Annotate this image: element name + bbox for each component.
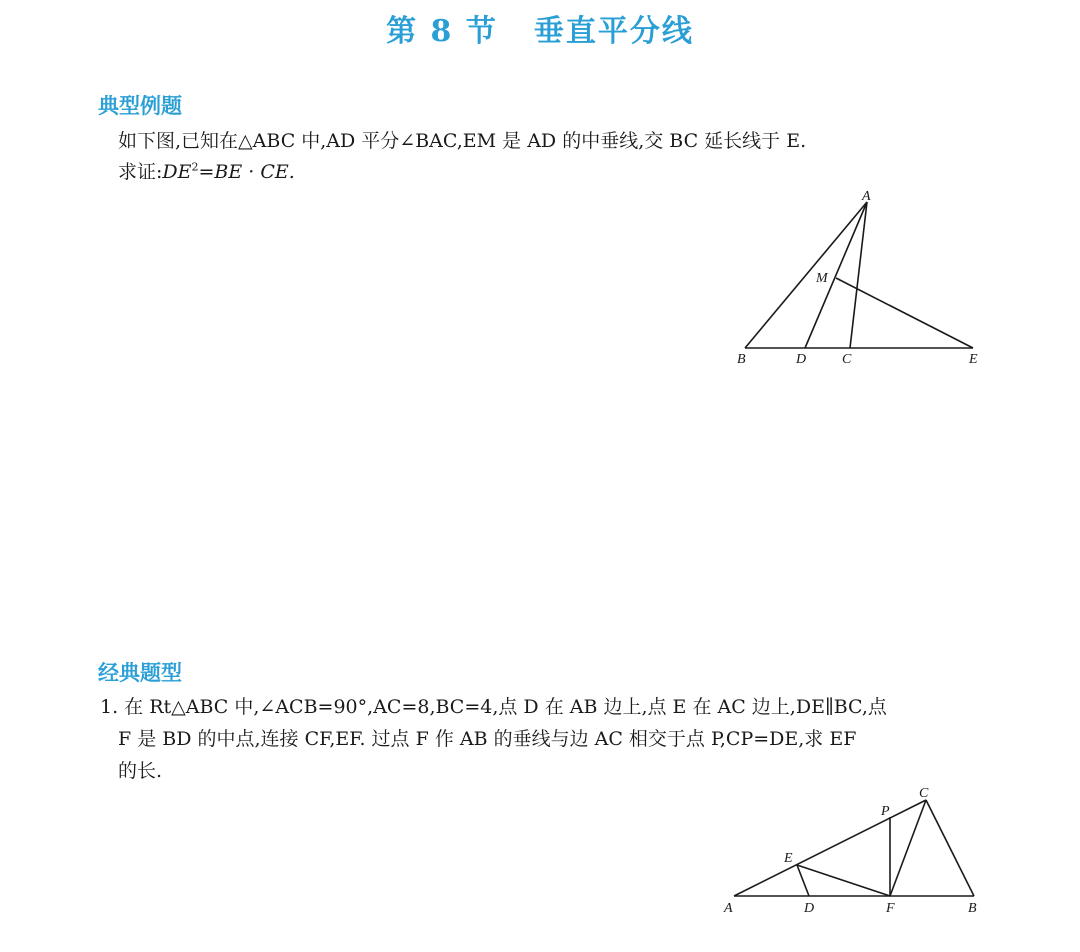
example-heading: 典型例题 [98, 94, 182, 118]
label-A: A [862, 189, 871, 204]
segment-AC [734, 800, 926, 896]
example-figure [730, 185, 990, 370]
proof-prefix: 求证: [118, 161, 163, 183]
example-problem-line-2 [118, 157, 295, 184]
classic-heading: 经典题型 [98, 661, 182, 685]
segment-AB [745, 202, 867, 348]
label-E: E [784, 851, 793, 866]
proof-rest: =BE · CE. [198, 161, 295, 183]
label-C: C [919, 786, 929, 801]
page-title [0, 6, 1080, 50]
segment-CB [926, 800, 974, 896]
example-problem-line-1: 如下图,已知在△ABC 中,AD 平分∠BAC,EM 是 AD 的中垂线,交 BC 延长线于 E. [118, 130, 807, 152]
segment-ED [797, 865, 809, 896]
label-C: C [842, 352, 852, 367]
label-B: B [737, 352, 746, 367]
q1-figure [720, 780, 990, 920]
label-D: D [804, 901, 815, 916]
label-B: B [968, 901, 977, 916]
label-A: A [724, 901, 733, 916]
label-P: P [881, 804, 890, 819]
proof-exponent: 2 [191, 160, 199, 174]
section-title: 垂直平分线 [533, 14, 694, 49]
label-E: E [969, 352, 978, 367]
segment-EF [797, 865, 890, 896]
label-F: F [886, 901, 895, 916]
segment-ME [836, 278, 973, 348]
label-D: D [796, 352, 807, 367]
q1-line-2: F 是 BD 的中点,连接 CF,EF. 过点 F 作 AB 的垂线与边 AC 相交于点 P,CP=DE,求 EF [118, 728, 857, 750]
section-number: 第 8 节 [386, 14, 498, 49]
proof-de: DE [162, 161, 192, 183]
q1-line-1: 1. 在 Rt△ABC 中,∠ACB=90°,AC=8,BC=4,点 D 在 AB 边上,点 E 在 AC 边上,DE∥BC,点 [100, 696, 887, 718]
label-M: M [816, 271, 828, 286]
segment-CF [890, 800, 926, 896]
q1-line-3: 的长. [118, 760, 163, 782]
